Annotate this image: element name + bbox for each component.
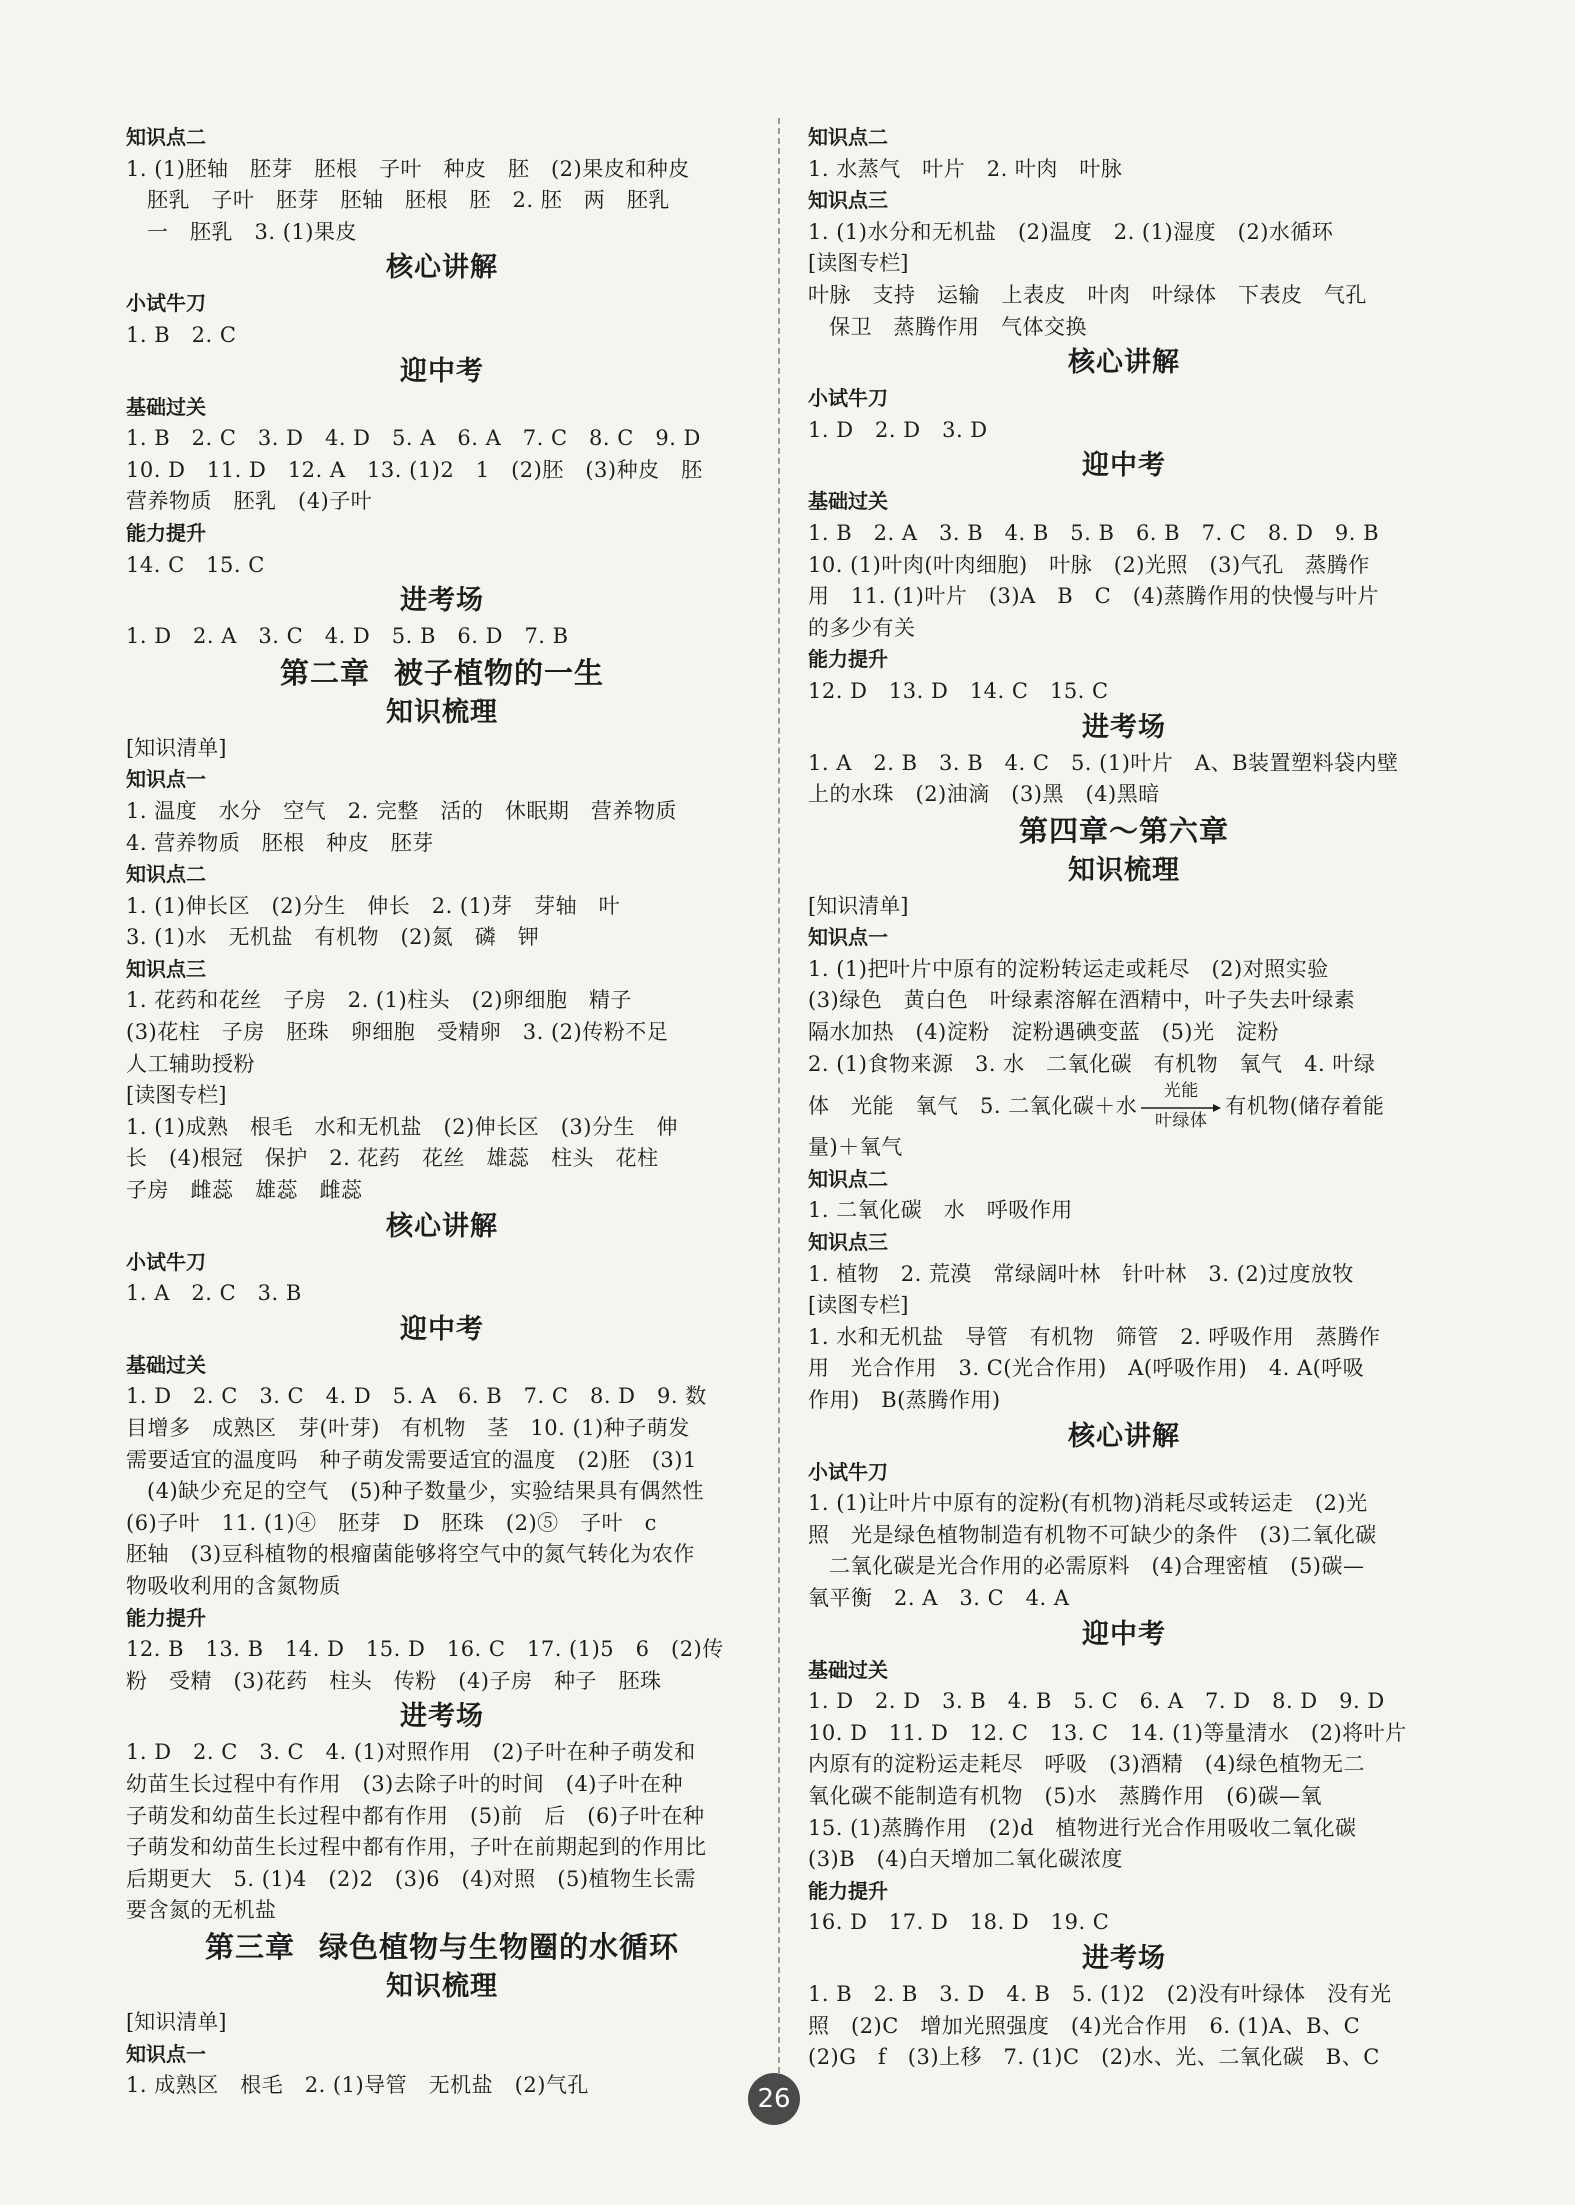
answer-line: 10. D 11. D 12. C 13. C 14. (1)等量清水 (2)将叶片 [808,1720,1407,1745]
chapter-heading [126,1927,758,1967]
bracket-label: [知识清单] [808,893,909,918]
answer-line: (3)绿色 黄白色 叶绿素溶解在酒精中，叶子失去叶绿素 [808,988,1356,1013]
answer-line: 4. 营养物质 胚根 种皮 胚芽 [126,830,434,855]
answer-line: (4)缺少充足的空气 (5)种子数量少，实验结果具有偶然性 [147,1479,704,1504]
chapter-heading [126,653,758,693]
answer-line: 子萌发和幼苗生长过程中都有作用 (5)前 后 (6)子叶在种 [126,1803,705,1828]
answer-line: 目增多 成熟区 芽(叶芽) 有机物 茎 10. (1)种子萌发 [126,1416,690,1440]
answer-line: 14. C 15. C [126,552,265,577]
right-column [808,122,1440,2074]
chapter-number: 第二章 [279,655,370,690]
section-heading: 进考场 [400,585,484,617]
answer-line: 1. (1)水分和无机盐 (2)温度 2. (1)湿度 (2)水循环 [808,219,1334,244]
answer-line: 10. D 11. D 12. A 13. (1)2 1 (2)胚 (3)种皮 胚 [126,457,703,482]
answer-line: (3)B (4)白天增加二氧化碳浓度 [808,1847,1123,1872]
reaction-arrow [1141,1080,1221,1131]
bracket-label: [读图专栏] [126,1083,227,1108]
answer-line: (6)子叶 11. (1)④ 胚芽 D 胚珠 (2)⑤ 子叶 c [126,1510,657,1535]
answer-line: 的多少有关 [808,615,916,640]
subsection-label: 能力提升 [126,1605,206,1630]
answer-line: 1. A 2. C 3. B [126,1281,302,1306]
answer-line: 3. (1)水 无机盐 有机物 (2)氮 磷 钾 [126,925,540,950]
chapter-title: 被子植物的一生 [394,655,605,690]
chapter-number: 第三章 [204,1929,295,1964]
answer-line: 1. D 2. A 3. C 4. D 5. B 6. D 7. B [126,624,569,649]
answer-line: (3)花柱 子房 胚珠 卵细胞 受精卵 3. (2)传粉不足 [126,1020,669,1045]
answer-line: 1. D 2. C 3. C 4. (1)对照作用 (2)子叶在种子萌发和 [126,1740,696,1765]
subsection-label: 能力提升 [808,647,888,672]
subsection-label: 能力提升 [126,520,206,545]
answer-line: 1. D 2. C 3. C 4. D 5. A 6. B 7. C 8. D 9. 数 [126,1384,707,1409]
answer-line: 氧平衡 2. A 3. C 4. A [808,1585,1070,1610]
answer-line: 粉 受精 (3)花药 柱头 传粉 (4)子房 种子 胚珠 [126,1668,662,1693]
section-heading: 核心讲解 [1068,1420,1180,1452]
answer-line: 1. B 2. C [126,322,237,347]
answer-line: 物吸收利用的含氮物质 [126,1573,341,1598]
subsection-label: 知识点三 [808,188,888,213]
section-heading: 进考场 [400,1701,484,1733]
answer-line: 叶脉 支持 运输 上表皮 叶肉 叶绿体 下表皮 气孔 [808,282,1367,307]
answer-line: 1. (1)让叶片中原有的淀粉(有机物)消耗尽或转运走 (2)光 [808,1491,1368,1516]
bracket-label: [读图专栏] [808,251,909,276]
answer-line: 1. B 2. B 3. D 4. B 5. (1)2 (2)没有叶绿体 没有光 [808,1981,1392,2006]
subsection-label: 基础过关 [126,394,206,419]
answer-line: 1. (1)把叶片中原有的淀粉转运走或耗尽 (2)对照实验 [808,956,1329,981]
answer-line: 胚乳 子叶 胚芽 胚轴 胚根 胚 2. 胚 两 胚乳 [147,188,670,213]
answer-line: 1. B 2. C 3. D 4. D 5. A 6. A 7. C 8. C 9. D [126,426,701,451]
subsection-label: 小试牛刀 [126,1249,206,1274]
equation-products: 有机物(储存着能 [1225,1094,1385,1119]
answer-line: 1. (1)伸长区 (2)分生 伸长 2. (1)芽 芽轴 叶 [126,893,621,918]
answer-line: 需要适宜的温度吗 种子萌发需要适宜的温度 (2)胚 (3)1 [126,1447,697,1472]
chapter-title: 绿色植物与生物圈的水循环 [319,1929,680,1964]
answer-line: 1. 植物 2. 荒漠 常绿阔叶林 针叶林 3. (2)过度放牧 [808,1261,1354,1286]
answer-line: 1. D 2. D 3. B 4. B 5. C 6. A 7. D 8. D 9. D [808,1689,1385,1714]
answer-line: 照 (2)C 增加光照强度 (4)光合作用 6. (1)A、B、C [808,2013,1361,2038]
answer-line: 1. 二氧化碳 水 呼吸作用 [808,1198,1073,1223]
answer-line: 作用) B(蒸腾作用) [808,1388,1001,1412]
photosynthesis-equation [808,1080,1440,1131]
answer-line: 12. B 13. B 14. D 15. D 16. C 17. (1)5 6 (2)传 [126,1637,724,1662]
subsection-label: 知识点一 [126,767,206,792]
answer-line: 10. (1)叶肉(叶肉细胞) 叶脉 (2)光照 (3)气孔 蒸腾作 [808,552,1370,577]
subsection-label: 小试牛刀 [126,291,206,316]
section-heading: 迎中考 [400,355,484,387]
subsection-label: 基础过关 [808,1657,888,1682]
answer-line: 1. (1)胚轴 胚芽 胚根 子叶 种皮 胚 (2)果皮和种皮 [126,156,690,181]
answer-line: 1. 水蒸气 叶片 2. 叶肉 叶脉 [808,156,1123,181]
answer-line: 一 胚乳 3. (1)果皮 [147,219,357,244]
answer-line: 1. A 2. B 3. B 4. C 5. (1)叶片 A、B装置塑料袋内壁 [808,750,1399,775]
section-heading: 进考场 [1082,711,1166,743]
column-divider [778,118,780,2103]
subsection-label: 能力提升 [808,1878,888,1903]
section-heading: 知识梳理 [386,1970,498,2002]
chapter-heading: 第四章～第六章 [1018,813,1229,848]
answer-line: 保卫 蒸腾作用 气体交换 [829,314,1087,339]
answer-line: 量)＋氧气 [808,1135,903,1160]
arrow-condition-top: 光能 [1163,1080,1199,1101]
answer-line: 内原有的淀粉运走耗尽 呼吸 (3)酒精 (4)绿色植物无二 [808,1752,1365,1777]
answer-line: 子房 雌蕊 雄蕊 雌蕊 [126,1178,363,1203]
answer-line: 隔水加热 (4)淀粉 淀粉遇碘变蓝 (5)光 淀粉 [808,1020,1279,1045]
subsection-label: 知识点三 [808,1230,888,1255]
answer-line: 1. 成熟区 根毛 2. (1)导管 无机盐 (2)气孔 [126,2073,589,2098]
answer-line: 15. (1)蒸腾作用 (2)d 植物进行光合作用吸收二氧化碳 [808,1815,1357,1840]
left-column [126,122,758,2102]
answer-line: 长 (4)根冠 保护 2. 花药 花丝 雄蕊 柱头 花柱 [126,1146,659,1171]
arrow-condition-bottom: 叶绿体 [1154,1110,1208,1131]
section-heading: 进考场 [1082,1942,1166,1974]
answer-line: 二氧化碳是光合作用的必需原料 (4)合理密植 (5)碳— [829,1554,1365,1579]
answer-line: 人工辅助授粉 [126,1051,255,1076]
answer-line: 上的水珠 (2)油滴 (3)黑 (4)黑暗 [808,782,1160,807]
answer-line: 2. (1)食物来源 3. 水 二氧化碳 有机物 氧气 4. 叶绿 [808,1051,1376,1076]
answer-line: 营养物质 胚乳 (4)子叶 [126,489,373,514]
page-number: 26 [748,2073,800,2125]
subsection-label: 知识点二 [126,125,206,149]
answer-line: 1. 温度 水分 空气 2. 完整 活的 休眠期 营养物质 [126,798,677,823]
equation-reactants: 体 光能 氧气 5. 二氧化碳＋水 [808,1094,1138,1119]
subsection-label: 知识点一 [808,925,888,950]
answer-line: 胚轴 (3)豆科植物的根瘤菌能够将空气中的氮气转化为农作 [126,1542,695,1567]
answer-line: 16. D 17. D 18. D 19. C [808,1910,1110,1935]
subsection-label: 知识点二 [808,1166,888,1191]
answer-line: 1. 水和无机盐 导管 有机物 筛管 2. 呼吸作用 蒸腾作 [808,1324,1381,1349]
answer-line: 幼苗生长过程中有作用 (3)去除子叶的时间 (4)子叶在种 [126,1771,683,1796]
answer-line: 要含氮的无机盐 [126,1898,277,1923]
answer-line: 氧化碳不能制造有机物 (5)水 蒸腾作用 (6)碳—氧 [808,1783,1322,1808]
section-heading: 核心讲解 [1068,347,1180,379]
bracket-label: [知识清单] [126,735,227,760]
answer-line: (2)G f (3)上移 7. (1)C (2)水、光、二氧化碳 B、C [808,2045,1380,2070]
answer-line: 1. (1)成熟 根毛 水和无机盐 (2)伸长区 (3)分生 伸 [126,1114,678,1139]
answer-line: 12. D 13. D 14. C 15. C [808,678,1109,703]
subsection-label: 小试牛刀 [808,386,888,411]
answer-line: 用 11. (1)叶片 (3)A B C (4)蒸腾作用的快慢与叶片 [808,584,1379,609]
subsection-label: 知识点三 [126,956,206,981]
answer-line: 用 光合作用 3. C(光合作用) A(呼吸作用) 4. A(呼吸 [808,1356,1365,1381]
section-heading: 核心讲解 [386,252,498,284]
section-heading: 知识梳理 [1068,854,1180,886]
section-heading: 迎中考 [1082,1618,1166,1650]
subsection-label: 基础过关 [126,1352,206,1377]
answer-line: 后期更大 5. (1)4 (2)2 (3)6 (4)对照 (5)植物生长需 [126,1866,697,1891]
section-heading: 迎中考 [1082,450,1166,482]
answer-line: 1. 花药和花丝 子房 2. (1)柱头 (2)卵细胞 精子 [126,988,632,1013]
answer-line: 1. D 2. D 3. D [808,417,988,442]
section-heading: 核心讲解 [386,1210,498,1242]
subsection-label: 基础过关 [808,489,888,514]
subsection-label: 小试牛刀 [808,1459,888,1484]
answer-line: 1. B 2. A 3. B 4. B 5. B 6. B 7. C 8. D 9. B [808,520,1380,545]
bracket-label: [知识清单] [126,2009,227,2034]
section-heading: 迎中考 [400,1313,484,1345]
subsection-label: 知识点二 [808,125,888,149]
subsection-label: 知识点一 [126,2041,206,2066]
bracket-label: [读图专栏] [808,1293,909,1318]
subsection-label: 知识点二 [126,862,206,887]
section-heading: 知识梳理 [386,696,498,728]
answer-line: 照 光是绿色植物制造有机物不可缺少的条件 (3)二氧化碳 [808,1522,1377,1547]
answer-line: 子萌发和幼苗生长过程中都有作用，子叶在前期起到的作用比 [126,1835,707,1860]
